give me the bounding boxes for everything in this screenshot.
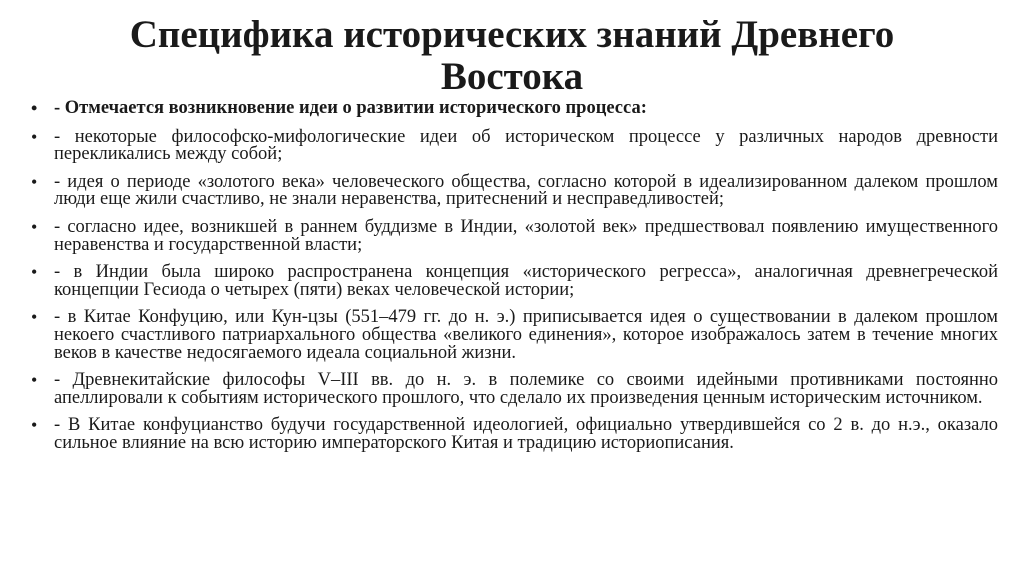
- bullet-icon: •: [31, 216, 38, 237]
- bullet-icon: •: [31, 370, 38, 391]
- bullet-icon: •: [31, 262, 38, 283]
- list-item-text: - Отмечается возникновение идеи о развитии исторического процесса:: [54, 98, 647, 118]
- list-item-text: - в Китае Конфуцию, или Кун-цзы (551–479 гг. до н. э.) приписывается идея о существовании в далеком прошлом некоего счастливого патриархального общества «великого единения», которое изображалось затем в течение многих веков в качестве недосягаемого идеала социальной жизни.: [54, 307, 998, 363]
- list-item: [30, 417, 998, 452]
- bullet-list: [30, 100, 998, 463]
- list-item-text: - некоторые философско-мифологические идеи об историческом процессе у различных народов древности перекликались между собой;: [54, 126, 998, 165]
- list-item: [30, 309, 998, 362]
- slide-title: Специфика исторических знаний Древнего Востока: [129, 13, 895, 98]
- list-item-text: - В Китае конфуцианство будучи государственной идеологией, официально утвердившейся со 2 в. до н.э., оказало сильное влияние на всю историю императорского Китая и традицию историописания.: [54, 415, 998, 453]
- bullet-icon: •: [31, 98, 38, 118]
- bullet-icon: •: [31, 415, 38, 436]
- list-item-text: - в Индии была широко распространена концепция «исторического регресса», аналогичная древнегреческой концепции Гесиода о четырех (пяти) веках человеческой истории;: [54, 262, 998, 300]
- bullet-icon: •: [31, 307, 38, 328]
- list-item-text: - Древнекитайские философы V–III вв. до н. э. в полемике со своими идейными противниками постоянно апеллировали к событиям исторического прошлого, что сделало их произведения ценным историческим источником.: [54, 370, 998, 408]
- list-item: [30, 100, 998, 118]
- list-item-text: - идея о периоде «золотого века» человеческого общества, согласно которой в идеализированном далеком прошлом люди еще жили счастливо, не знали неравенства, притеснений и несправедливостей;: [54, 171, 998, 210]
- list-item: [30, 216, 998, 255]
- list-item: [30, 264, 998, 299]
- list-item: [30, 171, 998, 210]
- bullet-icon: •: [31, 126, 38, 147]
- list-item: [30, 372, 998, 407]
- list-item-text: - согласно идее, возникшей в раннем буддизме в Индии, «золотой век» предшествовал появлению имущественного неравенства и государственной власти;: [54, 216, 998, 255]
- list-item: [30, 126, 998, 165]
- bullet-icon: •: [31, 171, 38, 192]
